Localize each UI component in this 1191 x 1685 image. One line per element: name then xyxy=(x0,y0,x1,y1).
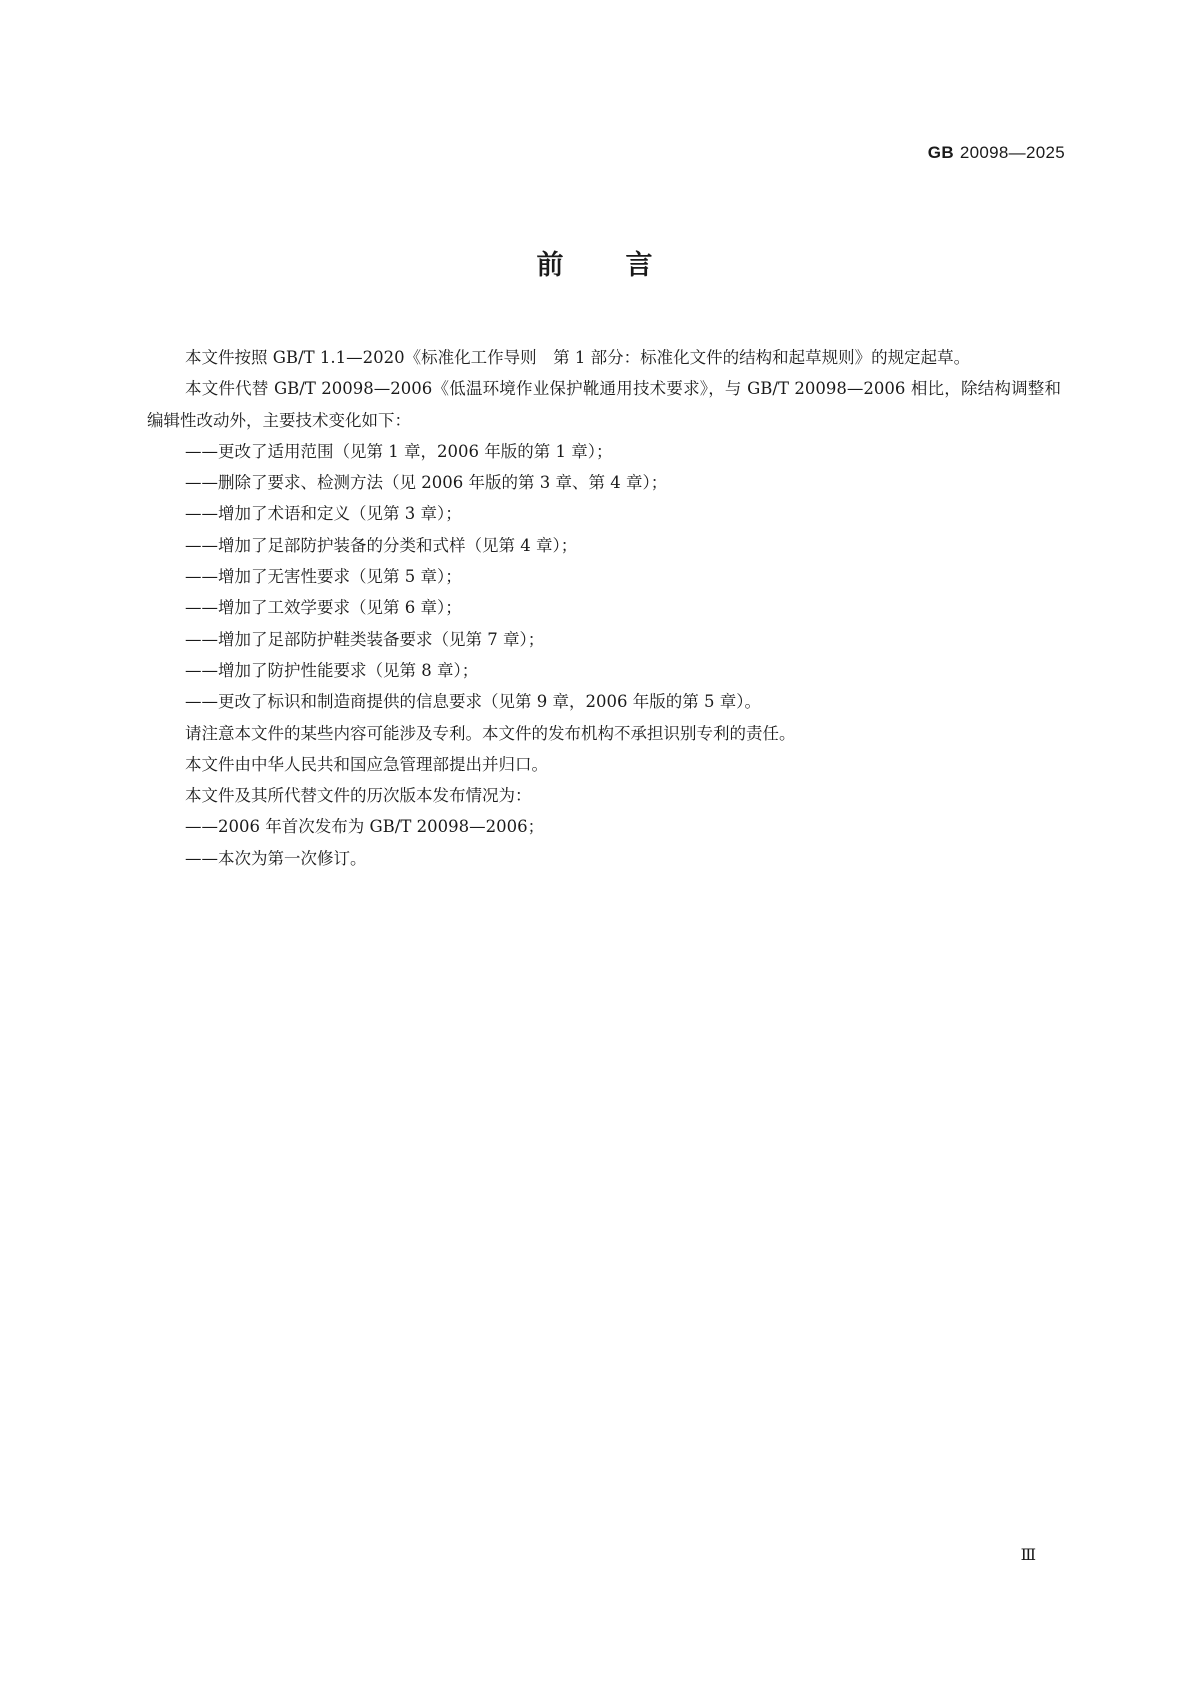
document-code-number: 20098—2025 xyxy=(959,143,1065,162)
page-number: Ⅲ xyxy=(1020,1545,1036,1564)
paragraph-history-intro: 本文件及其所代替文件的历次版本发布情况为： xyxy=(185,786,532,806)
list-item-change: ——更改了标识和制造商提供的信息要求（见第 9 章，2006 年版的第 5 章）。 xyxy=(185,692,761,712)
page-title-part1: 前 xyxy=(536,250,566,281)
list-item-change: ——删除了要求、检测方法（见 2006 年版的第 3 章、第 4 章）； xyxy=(185,473,668,493)
list-item-change: ——增加了术语和定义（见第 3 章）； xyxy=(185,504,462,524)
list-item-change: ——更改了适用范围（见第 1 章，2006 年版的第 1 章）； xyxy=(185,441,613,461)
document-code xyxy=(928,143,1065,163)
paragraph-replaces: 本文件代替 GB/T 20098—2006《低温环境作业保护靴通用技术要求》，与 GB/T 20098—2006 相比，除结构调整和编辑性改动外，主要技术变化如下： xyxy=(147,379,1061,430)
paragraph-proposer: 本文件由中华人民共和国应急管理部提出并归口。 xyxy=(185,754,548,774)
list-item-history: ——2006 年首次发布为 GB/T 20098—2006； xyxy=(185,817,545,837)
list-item-change: ——增加了工效学要求（见第 6 章）； xyxy=(185,598,462,618)
list-item-change: ——增加了无害性要求（见第 5 章）； xyxy=(185,567,462,587)
document-code-prefix: GB xyxy=(927,143,954,162)
foreword-body xyxy=(147,342,1061,874)
list-item-change: ——增加了防护性能要求（见第 8 章）； xyxy=(185,660,479,680)
paragraph-patent-notice: 请注意本文件的某些内容可能涉及专利。本文件的发布机构不承担识别专利的责任。 xyxy=(185,723,796,743)
paragraph-drafting-rules: 本文件按照 GB/T 1.1—2020《标准化工作导则 第 1 部分：标准化文件的结构和起草规则》的规定起草。 xyxy=(185,348,971,367)
list-item-change: ——增加了足部防护装备的分类和式样（见第 4 章）； xyxy=(185,535,578,555)
page-title-part2: 言 xyxy=(625,250,655,281)
list-item-history: ——本次为第一次修订。 xyxy=(185,848,367,868)
page-title xyxy=(0,243,1191,282)
list-item-change: ——增加了足部防护鞋类装备要求（见第 7 章）； xyxy=(185,629,545,649)
